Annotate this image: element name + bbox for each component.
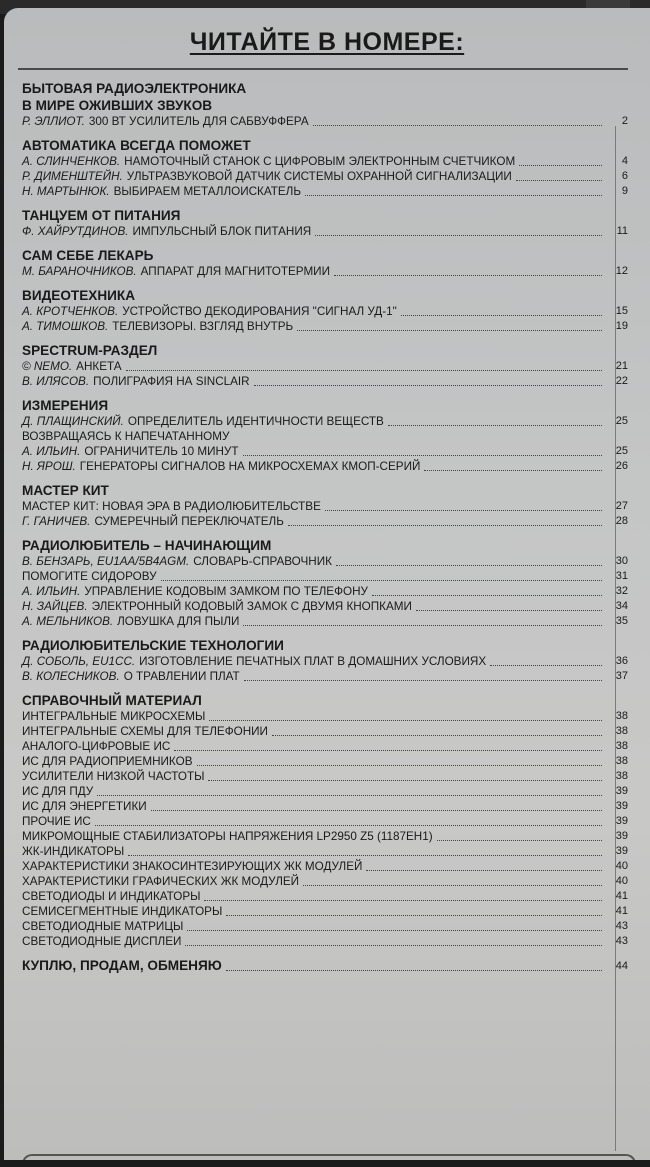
toc-entry[interactable] [22, 374, 628, 389]
toc-entry[interactable] [22, 814, 628, 829]
entry-text [22, 724, 268, 739]
page-number: 35 [615, 615, 628, 627]
entry-text [22, 919, 183, 934]
entry-title: ВЫБИРАЕМ МЕТАЛЛОИСКАТЕЛЬ [113, 185, 302, 198]
magazine-page [4, 8, 650, 1160]
section-title: SPECTRUM-РАЗДЕЛ [22, 343, 158, 358]
leader-dots [334, 275, 602, 276]
leader-dots [519, 165, 602, 166]
entry-title: ИЗГОТОВЛЕНИЕ ПЕЧАТНЫХ ПЛАТ В ДОМАШНИХ УСЛОВИЯХ [139, 655, 487, 668]
toc-section [22, 957, 628, 974]
page-number: 39 [615, 800, 628, 812]
entry-text [22, 114, 309, 129]
entry-title: ОГРАНИЧИТЕЛЬ 10 МИНУТ [84, 445, 239, 458]
page-number: 39 [615, 815, 628, 827]
toc-section [22, 80, 628, 129]
section-title: СПРАВОЧНЫЙ МАТЕРИАЛ [22, 693, 202, 708]
toc-section [22, 342, 628, 389]
entry-author: Н. ЗАЙЦЕВ. [22, 600, 88, 613]
entry-text [22, 754, 193, 769]
entry-author: Ф. ХАЙРУТДИНОВ. [22, 225, 129, 238]
entry-author: Г. ГАНИЧЕВ. [22, 515, 91, 528]
leader-dots [424, 470, 602, 471]
toc-entry[interactable] [22, 114, 628, 129]
entry-title: ВОЗВРАЩАЯСЬ К НАПЕЧАТАННОМУ [22, 430, 230, 443]
entry-text [22, 769, 204, 784]
toc-entry[interactable] [22, 829, 628, 844]
toc-entry[interactable] [22, 784, 628, 799]
page-number: 38 [615, 770, 628, 782]
entry-title: ИНТЕГРАЛЬНЫЕ МИКРОСХЕМЫ [22, 710, 206, 723]
toc-entry[interactable] [22, 889, 628, 904]
entry-text [22, 614, 239, 629]
leader-dots [208, 780, 602, 781]
entry-title: ИС ДЛЯ РАДИОПРИЕМНИКОВ [22, 755, 193, 768]
entry-author: Н. МАРТЫНЮК. [22, 185, 110, 198]
entry-author: Д. СОБОЛЬ, EU1CC. [22, 655, 136, 668]
leader-dots [313, 125, 602, 126]
entry-author: М. БАРАНОЧНИКОВ. [22, 265, 137, 278]
entry-text [22, 429, 229, 444]
leader-dots [325, 510, 602, 511]
entry-title: СВЕТОДИОДЫ И ИНДИКАТОРЫ [22, 890, 201, 903]
leader-dots [243, 455, 603, 456]
entry-text [22, 599, 412, 614]
entry-text [22, 584, 368, 599]
entry-title: ГЕНЕРАТОРЫ СИГНАЛОВ НА МИКРОСХЕМАХ КМОП-СЕРИЙ [79, 460, 421, 473]
page-number: 38 [615, 740, 628, 752]
page-number: 2 [621, 115, 628, 127]
toc-entry[interactable] [22, 754, 628, 769]
page-title: ЧИТАЙТЕ В НОМЕРЕ: [189, 28, 465, 56]
page-number: 25 [615, 445, 628, 457]
page-number: 22 [615, 375, 628, 387]
entry-title: О ТРАВЛЕНИИ ПЛАТ [123, 670, 240, 683]
entry-title: МАСТЕР КИТ: НОВАЯ ЭРА В РАДИОЛЮБИТЕЛЬСТВЕ [22, 500, 321, 513]
entry-title: ХАРАКТЕРИСТИКИ ЗНАКОСИНТЕЗИРУЮЩИХ ЖК МОДУЛЕЙ [22, 860, 363, 873]
entry-text [22, 169, 512, 184]
entry-title: ПОЛИГРАФИЯ НА SINCLAIR [93, 375, 250, 388]
leader-dots [416, 610, 602, 611]
toc-entry[interactable] [22, 514, 628, 529]
entry-title: ЛОВУШКА ДЛЯ ПЫЛИ [117, 615, 240, 628]
toc-entry[interactable] [22, 919, 628, 934]
toc-entry[interactable] [22, 459, 628, 474]
toc-entry[interactable] [22, 599, 628, 614]
leader-dots [437, 840, 602, 841]
page-number: 39 [615, 845, 628, 857]
toc-entry[interactable] [22, 429, 628, 444]
entry-author: А. КРОТЧЕНКОВ. [22, 305, 119, 318]
section-title: ИЗМЕРЕНИЯ [22, 398, 109, 413]
page-number: 19 [615, 320, 628, 332]
page-number: 30 [615, 555, 628, 567]
entry-title: СЛОВАРЬ-СПРАВОЧНИК [193, 555, 332, 568]
page-number: 4 [621, 155, 628, 167]
leader-dots [128, 855, 602, 856]
leader-dots [297, 330, 602, 331]
leader-dots [272, 735, 602, 736]
page-number: 38 [615, 710, 628, 722]
toc-entry[interactable] [22, 669, 628, 684]
leader-dots [204, 900, 602, 901]
entry-title: ПРОЧИЕ ИС [22, 815, 91, 828]
toc-entry[interactable] [22, 874, 628, 889]
entry-title: УСТРОЙСТВО ДЕКОДИРОВАНИЯ "СИГНАЛ УД-1" [122, 305, 397, 318]
entry-author: Д. ПЛАЩИНСКИЙ. [22, 415, 124, 428]
leader-dots [197, 765, 603, 766]
toc-entry[interactable] [22, 184, 628, 199]
page-number: 43 [615, 920, 628, 932]
entry-text [22, 844, 124, 859]
leader-dots [226, 970, 602, 971]
bottom-frame [22, 1154, 636, 1160]
page-number: 21 [615, 360, 628, 372]
entry-title: АНКЕТА [76, 360, 122, 373]
entry-text [22, 829, 433, 844]
toc-section [22, 287, 628, 334]
entry-author: А. ИЛЬИН. [22, 585, 81, 598]
entry-text [22, 459, 420, 474]
leader-dots [388, 425, 602, 426]
leader-dots [95, 825, 602, 826]
section-title: В МИРЕ ОЖИВШИХ ЗВУКОВ [22, 98, 213, 113]
toc-section [22, 247, 628, 279]
toc-entry[interactable] [22, 414, 628, 429]
toc-entry[interactable] [22, 724, 628, 739]
entry-title: ИС ДЛЯ ПДУ [22, 785, 94, 798]
toc-entry[interactable] [22, 224, 628, 239]
leader-dots [366, 870, 602, 871]
leader-dots [226, 915, 602, 916]
page-number: 40 [615, 875, 628, 887]
toc-entry[interactable] [22, 614, 628, 629]
page-number: 15 [615, 305, 628, 317]
page-number: 9 [621, 185, 628, 197]
page-number: 32 [615, 585, 628, 597]
entry-title: УСИЛИТЕЛИ НИЗКОЙ ЧАСТОТЫ [22, 770, 205, 783]
page-number: 31 [615, 570, 628, 582]
entry-text [22, 554, 332, 569]
leader-dots [185, 945, 602, 946]
leader-dots [187, 930, 602, 931]
entry-title: СЕМИСЕГМЕНТНЫЕ ИНДИКАТОРЫ [22, 905, 223, 918]
page-number: 39 [615, 785, 628, 797]
leader-dots [174, 750, 602, 751]
entry-author: Р. ДИМЕНШТЕЙН. [22, 170, 123, 183]
leader-dots [336, 565, 602, 566]
entry-text [22, 569, 157, 584]
entry-author: Н. ЯРОШ. [22, 460, 76, 473]
page-number: 43 [615, 935, 628, 947]
toc-entry[interactable] [22, 569, 628, 584]
toc-entry[interactable] [22, 264, 628, 279]
entry-title: УПРАВЛЕНИЕ КОДОВЫМ ЗАМКОМ ПО ТЕЛЕФОНУ [84, 585, 368, 598]
entry-text [22, 184, 301, 199]
entry-title: ЭЛЕКТРОННЫЙ КОДОВЫЙ ЗАМОК С ДВУМЯ КНОПКАМИ [91, 600, 412, 613]
page-number: 44 [615, 960, 628, 972]
section-title: АВТОМАТИКА ВСЕГДА ПОМОЖЕТ [22, 138, 251, 153]
toc-entry[interactable] [22, 169, 628, 184]
page-number: 38 [615, 755, 628, 767]
toc-section [22, 692, 628, 949]
toc-section [22, 637, 628, 684]
toc-entry[interactable] [22, 319, 628, 334]
entry-text [22, 444, 239, 459]
entry-text [22, 904, 222, 919]
entry-text [22, 154, 515, 169]
entry-text [22, 814, 91, 829]
entry-title: ИС ДЛЯ ЭНЕРГЕТИКИ [22, 800, 147, 813]
page-number: 39 [615, 830, 628, 842]
toc-entry[interactable] [22, 769, 628, 784]
entry-title: СВЕТОДИОДНЫЕ МАТРИЦЫ [22, 920, 184, 933]
entry-author: А. ТИМОШКОВ. [22, 320, 109, 333]
toc-entry[interactable] [22, 799, 628, 814]
toc-section [22, 397, 628, 474]
page-number: 34 [615, 600, 628, 612]
leader-dots [305, 195, 602, 196]
entry-author: А. СЛИНЧЕНКОВ. [22, 155, 121, 168]
leader-dots [288, 525, 602, 526]
section-title: РАДИОЛЮБИТЕЛЬСКИЕ ТЕХНОЛОГИИ [22, 638, 284, 653]
entry-text [22, 934, 181, 949]
entry-title: ОПРЕДЕЛИТЕЛЬ ИДЕНТИЧНОСТИ ВЕЩЕСТВ [127, 415, 384, 428]
entry-title: ИНТЕГРАЛЬНЫЕ СХЕМЫ ДЛЯ ТЕЛЕФОНИИ [22, 725, 268, 738]
leader-dots [126, 370, 602, 371]
entry-title: АППАРАТ ДЛЯ МАГНИТОТЕРМИИ [140, 265, 330, 278]
entry-title: ИМПУЛЬСНЫЙ БЛОК ПИТАНИЯ [132, 225, 312, 238]
leader-dots [244, 680, 602, 681]
section-title: БЫТОВАЯ РАДИОЭЛЕКТРОНИКА [22, 81, 247, 96]
leader-dots [161, 580, 602, 581]
entry-text [22, 304, 397, 319]
section-title: КУПЛЮ, ПРОДАМ, ОБМЕНЯЮ [22, 958, 222, 973]
section-title: РАДИОЛЮБИТЕЛЬ – НАЧИНАЮЩИМ [22, 538, 272, 553]
entry-text [22, 224, 311, 239]
title-rule [18, 68, 628, 70]
entry-title: УЛЬТРАЗВУКОВОЙ ДАТЧИК СИСТЕМЫ ОХРАННОЙ СИГНАЛИЗАЦИИ [126, 170, 512, 183]
toc-entry[interactable] [22, 304, 628, 319]
entry-author: А. ИЛЬИН. [22, 445, 81, 458]
toc-entry[interactable] [22, 444, 628, 459]
entry-title: ТЕЛЕВИЗОРЫ. ВЗГЛЯД ВНУТРЬ [112, 320, 294, 333]
entry-text [22, 414, 384, 429]
leader-dots [97, 795, 602, 796]
entry-title: ХАРАКТЕРИСТИКИ ГРАФИЧЕСКИХ ЖК МОДУЛЕЙ [22, 875, 300, 888]
entry-title: НАМОТОЧНЫЙ СТАНОК С ЦИФРОВЫМ ЭЛЕКТРОННЫМ СЧЕТЧИКОМ [124, 155, 516, 168]
toc-entry[interactable] [22, 709, 628, 724]
page-number: 41 [615, 905, 628, 917]
entry-text [22, 784, 93, 799]
toc-section [22, 137, 628, 199]
table-of-contents [22, 80, 628, 982]
page-number: 38 [615, 725, 628, 737]
toc-entry[interactable] [22, 844, 628, 859]
page-number: 28 [615, 515, 628, 527]
entry-text [22, 669, 240, 684]
toc-entry[interactable] [22, 554, 628, 569]
toc-entry[interactable] [22, 654, 628, 669]
entry-text [22, 739, 170, 754]
page-number: 26 [615, 460, 628, 472]
leader-dots [303, 885, 602, 886]
entry-title: СВЕТОДИОДНЫЕ ДИСПЛЕИ [22, 935, 182, 948]
entry-text [22, 859, 362, 874]
entry-author: Р. ЭЛЛИОТ. [22, 115, 85, 128]
toc-section [22, 207, 628, 239]
entry-title: 300 ВТ УСИЛИТЕЛЬ ДЛЯ САБВУФФЕРА [88, 115, 309, 128]
toc-entry[interactable] [22, 499, 628, 514]
section-title: МАСТЕР КИТ [22, 483, 109, 498]
page-number: 27 [615, 500, 628, 512]
toc-entry[interactable] [22, 584, 628, 599]
leader-dots [401, 315, 602, 316]
toc-entry[interactable] [22, 957, 628, 974]
entry-author: В. КОЛЕСНИКОВ. [22, 670, 120, 683]
entry-text [22, 654, 486, 669]
toc-entry[interactable] [22, 154, 628, 169]
entry-title: ПОМОГИТЕ СИДОРОВУ [22, 570, 157, 583]
entry-text [22, 874, 299, 889]
toc-entry[interactable] [22, 859, 628, 874]
toc-entry[interactable] [22, 904, 628, 919]
leader-dots [209, 720, 602, 721]
leader-dots [372, 595, 602, 596]
section-title: САМ СЕБЕ ЛЕКАРЬ [22, 248, 154, 263]
entry-author: А. МЕЛЬНИКОВ. [22, 615, 114, 628]
entry-text [22, 799, 147, 814]
leader-dots [151, 810, 602, 811]
toc-entry[interactable] [22, 359, 628, 374]
page-number: 6 [621, 170, 628, 182]
leader-dots [254, 385, 602, 386]
entry-text [22, 514, 284, 529]
entry-title: АНАЛОГО-ЦИФРОВЫЕ ИС [22, 740, 171, 753]
entry-text [22, 264, 330, 279]
leader-dots [243, 625, 602, 626]
leader-dots [315, 235, 602, 236]
leader-dots [490, 665, 602, 666]
entry-text [22, 499, 321, 514]
toc-section [22, 482, 628, 529]
toc-entry[interactable] [22, 739, 628, 754]
toc-section [22, 537, 628, 629]
entry-title: МИКРОМОЩНЫЕ СТАБИЛИЗАТОРЫ НАПРЯЖЕНИЯ LP2950 Z5 (1187ЕН1) [22, 830, 433, 843]
entry-text [22, 319, 293, 334]
entry-title: ЖК-ИНДИКАТОРЫ [22, 845, 125, 858]
page-number: 37 [615, 670, 628, 682]
page-number: 25 [615, 415, 628, 427]
entry-text [22, 359, 122, 374]
entry-title: СУМЕРЕЧНЫЙ ПЕРЕКЛЮЧАТЕЛЬ [94, 515, 284, 528]
entry-author: В. БЕНЗАРЬ, EU1AA/5B4AGM. [22, 555, 190, 568]
entry-author: © NEMO. [22, 360, 73, 373]
section-title: ВИДЕОТЕХНИКА [22, 288, 136, 303]
page-number: 11 [616, 225, 628, 237]
section-title: ТАНЦУЕМ ОТ ПИТАНИЯ [22, 208, 181, 223]
page-number: 12 [615, 265, 628, 277]
page-number: 41 [615, 890, 628, 902]
entry-text [22, 889, 200, 904]
toc-entry[interactable] [22, 934, 628, 949]
entry-author: В. ИЛЯСОВ. [22, 375, 90, 388]
entry-text [22, 374, 250, 389]
entry-text [22, 709, 205, 724]
page-number: 40 [615, 860, 628, 872]
page-number: 36 [615, 655, 628, 667]
leader-dots [516, 180, 602, 181]
